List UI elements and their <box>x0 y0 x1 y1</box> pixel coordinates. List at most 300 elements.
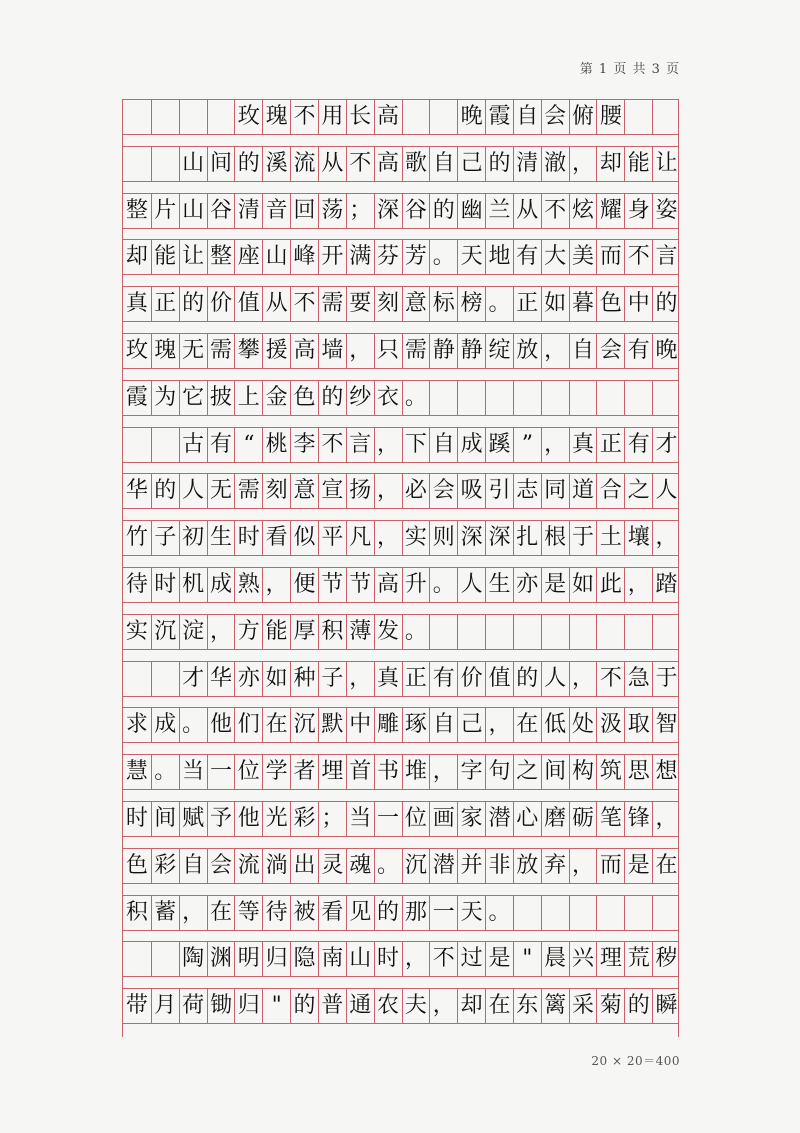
grid-cell: 不 <box>290 100 318 134</box>
grid-row <box>123 941 678 977</box>
grid-cell: 出 <box>290 849 318 883</box>
grid-cell: 魂 <box>346 849 374 883</box>
grid-row <box>123 520 678 556</box>
grid-cell: 溪 <box>262 147 290 181</box>
grid-cell: " <box>262 989 290 1023</box>
grid-cell: 成 <box>151 708 179 742</box>
grid-cell: 片 <box>151 194 179 228</box>
grid-cell: ， <box>374 474 402 508</box>
grid-cell: 则 <box>429 521 457 555</box>
grid-cell: 瑰 <box>151 334 179 368</box>
grid-cell: 兰 <box>485 194 513 228</box>
grid-cell: 瞬 <box>652 989 680 1023</box>
grid-cell: 静 <box>457 334 485 368</box>
grid-cell: 锄 <box>207 989 235 1023</box>
grid-cell: 腰 <box>596 100 624 134</box>
grid-cell: 。 <box>151 755 179 789</box>
grid-cell: 却 <box>596 147 624 181</box>
grid-cell: 是 <box>485 942 513 976</box>
grid-count-footer: 20 × 20＝400 <box>591 1054 680 1068</box>
grid-cell: 高 <box>374 147 402 181</box>
grid-cell: 篱 <box>541 989 569 1023</box>
grid-cell: 如 <box>262 662 290 696</box>
grid-cell: 。 <box>179 708 207 742</box>
grid-cell: 升 <box>402 568 430 602</box>
grid-cell: 才 <box>652 428 680 462</box>
grid-cell: 长 <box>346 100 374 134</box>
grid-cell: 通 <box>346 989 374 1023</box>
grid-cell: 凡 <box>346 521 374 555</box>
grid-cell: 彩 <box>290 802 318 836</box>
grid-cell: 明 <box>234 942 262 976</box>
grid-cell: 机 <box>179 568 207 602</box>
grid-cell: 而 <box>596 240 624 274</box>
grid-cell: 时 <box>234 521 262 555</box>
grid-cell: 潜 <box>429 849 457 883</box>
grid-cell: 予 <box>207 802 235 836</box>
grid-cell: 天 <box>457 240 485 274</box>
grid-cell <box>541 896 569 930</box>
grid-cell: 书 <box>374 755 402 789</box>
grid-cell: 沉 <box>151 615 179 649</box>
grid-cell: 言 <box>652 240 680 274</box>
grid-row <box>123 754 678 790</box>
grid-cell: 笔 <box>596 802 624 836</box>
grid-cell: 在 <box>485 989 513 1023</box>
grid-cell: 心 <box>513 802 541 836</box>
grid-cell: 秽 <box>652 942 680 976</box>
grid-cell <box>541 615 569 649</box>
grid-cell: ， <box>374 428 402 462</box>
grid-cell: 晚 <box>652 334 680 368</box>
grid-cell: 俯 <box>569 100 597 134</box>
grid-cell: 。 <box>374 849 402 883</box>
grid-cell: 姿 <box>652 194 680 228</box>
grid-cell: 沉 <box>290 708 318 742</box>
grid-cell: 家 <box>457 802 485 836</box>
grid-cell: 一 <box>374 802 402 836</box>
grid-cell: 求 <box>125 712 148 738</box>
grid-cell: 深 <box>485 521 513 555</box>
grid-cell: 的 <box>179 287 207 321</box>
grid-row <box>123 567 678 603</box>
grid-cell: 标 <box>429 287 457 321</box>
grid-cell: 锋 <box>624 802 652 836</box>
grid-cell: 上 <box>234 381 262 415</box>
grid-row <box>123 380 678 416</box>
grid-cell: 己 <box>457 708 485 742</box>
grid-cell: 自 <box>429 708 457 742</box>
grid-row <box>123 99 678 135</box>
grid-cell: 的 <box>374 896 402 930</box>
grid-cell: 会 <box>596 334 624 368</box>
grid-cell: 瑰 <box>262 100 290 134</box>
grid-cell: 言 <box>346 428 374 462</box>
grid-cell: 的 <box>485 147 513 181</box>
grid-cell: 的 <box>151 474 179 508</box>
grid-cell <box>123 428 151 462</box>
grid-cell: 意 <box>290 474 318 508</box>
grid-cell <box>596 896 624 930</box>
grid-cell: ， <box>541 334 569 368</box>
grid-cell: 赋 <box>179 802 207 836</box>
grid-cell: 潜 <box>485 802 513 836</box>
grid-cell: 大 <box>541 240 569 274</box>
grid-cell: 的 <box>624 989 652 1023</box>
grid-cell <box>652 100 680 134</box>
grid-cell: 东 <box>513 989 541 1023</box>
grid-cell: 自 <box>513 100 541 134</box>
grid-cell <box>207 100 235 134</box>
grid-cell: 积 <box>318 615 346 649</box>
grid-cell: ， <box>346 334 374 368</box>
grid-cell: 夫 <box>402 989 430 1023</box>
grid-cell: 需 <box>402 334 430 368</box>
grid-cell: 援 <box>262 334 290 368</box>
grid-cell: 从 <box>318 147 346 181</box>
grid-cell: 不 <box>318 428 346 462</box>
grid-cell: 静 <box>429 334 457 368</box>
grid-cell: ， <box>541 428 569 462</box>
grid-cell: ， <box>402 942 430 976</box>
grid-cell: 清 <box>513 147 541 181</box>
grid-cell: 生 <box>485 568 513 602</box>
grid-cell: 蹊 <box>485 428 513 462</box>
grid-cell: 雕 <box>374 708 402 742</box>
grid-cell: 埋 <box>318 755 346 789</box>
grid-cell: 不 <box>596 662 624 696</box>
grid-row <box>123 707 678 743</box>
grid-cell: 子 <box>318 662 346 696</box>
grid-cell: 砺 <box>569 802 597 836</box>
grid-cell: 想 <box>652 755 680 789</box>
grid-cell: 不 <box>290 287 318 321</box>
grid-cell: 的 <box>234 147 262 181</box>
grid-cell: 披 <box>207 381 235 415</box>
grid-cell: 会 <box>541 100 569 134</box>
grid-cell: 是 <box>541 568 569 602</box>
grid-cell: 而 <box>596 849 624 883</box>
grid-cell: 己 <box>457 147 485 181</box>
grid-cell: 不 <box>346 147 374 181</box>
grid-cell: 。 <box>485 287 513 321</box>
grid-cell: 当 <box>346 802 374 836</box>
grid-cell: 熟 <box>234 568 262 602</box>
grid-cell: 晚 <box>457 100 485 134</box>
grid-cell: 霞 <box>125 384 148 410</box>
grid-cell <box>652 896 680 930</box>
grid-cell: 种 <box>290 662 318 696</box>
grid-cell: 。 <box>429 240 457 274</box>
grid-cell: 蓄 <box>151 896 179 930</box>
grid-cell: 节 <box>318 568 346 602</box>
grid-cell: 。 <box>485 896 513 930</box>
grid-cell: 亦 <box>234 662 262 696</box>
grid-cell: 谷 <box>207 194 235 228</box>
grid-cell: 竹 <box>125 525 148 551</box>
grid-cell: 厚 <box>290 615 318 649</box>
grid-cell: 菊 <box>596 989 624 1023</box>
grid-cell <box>541 381 569 415</box>
grid-cell <box>569 615 597 649</box>
grid-cell: 歌 <box>402 147 430 181</box>
grid-cell: 时 <box>125 806 148 831</box>
grid-cell: 过 <box>457 942 485 976</box>
grid-cell: 陶 <box>179 942 207 976</box>
grid-cell <box>596 615 624 649</box>
grid-cell: 灵 <box>318 849 346 883</box>
grid-cell: 人 <box>541 662 569 696</box>
grid-cell: 放 <box>513 849 541 883</box>
grid-cell: ， <box>569 662 597 696</box>
grid-cell: 衣 <box>374 381 402 415</box>
grid-cell: 清 <box>234 194 262 228</box>
grid-cell: 色 <box>290 381 318 415</box>
grid-cell: 彩 <box>151 849 179 883</box>
grid-cell: 是 <box>624 849 652 883</box>
grid-cell: 的 <box>429 194 457 228</box>
grid-cell: ， <box>569 849 597 883</box>
grid-cell: 归 <box>234 989 262 1023</box>
grid-cell: 能 <box>151 240 179 274</box>
grid-cell: 霞 <box>485 100 513 134</box>
grid-cell: 澈 <box>541 147 569 181</box>
grid-cell: 之 <box>624 474 652 508</box>
grid-cell: 真 <box>125 291 148 317</box>
grid-cell: 真 <box>569 428 597 462</box>
grid-cell: 墙 <box>318 334 346 368</box>
grid-cell: 荡 <box>318 194 346 228</box>
grid-cell: 等 <box>234 896 262 930</box>
grid-cell: 炫 <box>569 194 597 228</box>
grid-cell: 才 <box>179 662 207 696</box>
grid-cell: 如 <box>541 287 569 321</box>
grid-cell: 字 <box>457 755 485 789</box>
grid-cell: 却 <box>457 989 485 1023</box>
grid-cell <box>151 147 179 181</box>
grid-cell: 晨 <box>541 942 569 976</box>
grid-cell: 色 <box>125 852 148 878</box>
grid-cell: 壤 <box>624 521 652 555</box>
grid-cell: ， <box>485 708 513 742</box>
grid-row <box>123 801 678 837</box>
grid-cell: 不 <box>429 942 457 976</box>
grid-row <box>123 146 678 182</box>
grid-cell: 只 <box>374 334 402 368</box>
grid-cell: 之 <box>513 755 541 789</box>
grid-cell: 节 <box>346 568 374 602</box>
grid-cell: 芳 <box>402 240 430 274</box>
grid-cell: 的 <box>652 287 680 321</box>
grid-cell: 深 <box>457 521 485 555</box>
grid-cell: 实 <box>125 618 148 644</box>
grid-cell <box>624 896 652 930</box>
grid-cell: 正 <box>151 287 179 321</box>
grid-cell: 荷 <box>179 989 207 1023</box>
grid-cell: 自 <box>429 428 457 462</box>
grid-cell: 沉 <box>402 849 430 883</box>
grid-row <box>123 988 678 1024</box>
grid-cell: 地 <box>485 240 513 274</box>
grid-cell: 在 <box>207 896 235 930</box>
grid-cell: 根 <box>541 521 569 555</box>
grid-cell <box>151 942 179 976</box>
grid-cell: 为 <box>151 381 179 415</box>
grid-cell: 芬 <box>374 240 402 274</box>
grid-cell: 的 <box>513 662 541 696</box>
grid-cell: 者 <box>290 755 318 789</box>
grid-cell: ； <box>346 194 374 228</box>
grid-cell: 值 <box>234 287 262 321</box>
grid-cell: ， <box>429 989 457 1023</box>
grid-cell: 句 <box>485 755 513 789</box>
grid-cell: “ <box>234 428 262 462</box>
grid-cell: 无 <box>179 334 207 368</box>
grid-cell: 有 <box>429 662 457 696</box>
grid-cell: 们 <box>234 708 262 742</box>
grid-row <box>123 661 678 697</box>
grid-cell: 看 <box>262 521 290 555</box>
grid-cell: 取 <box>624 708 652 742</box>
grid-cell <box>457 615 485 649</box>
grid-cell: 时 <box>151 568 179 602</box>
grid-row <box>123 239 678 275</box>
grid-cell: 高 <box>374 568 402 602</box>
grid-cell: 下 <box>402 428 430 462</box>
grid-cell: 磨 <box>541 802 569 836</box>
grid-cell: 华 <box>207 662 235 696</box>
grid-cell: 南 <box>318 942 346 976</box>
grid-cell: 间 <box>151 802 179 836</box>
grid-cell: 农 <box>374 989 402 1023</box>
page-number: 第 1 页 共 3 页 <box>579 62 680 77</box>
grid-cell: 无 <box>207 474 235 508</box>
grid-cell: 整 <box>125 197 148 223</box>
grid-cell: 刻 <box>374 287 402 321</box>
grid-row <box>123 193 678 229</box>
grid-cell <box>123 662 151 696</box>
grid-cell: 被 <box>290 896 318 930</box>
grid-cell: 让 <box>179 240 207 274</box>
grid-cell <box>123 147 151 181</box>
grid-cell: ， <box>374 521 402 555</box>
grid-cell: 正 <box>596 428 624 462</box>
grid-cell: 堆 <box>402 755 430 789</box>
grid-cell: 带 <box>125 993 148 1019</box>
grid-cell: 有 <box>624 428 652 462</box>
grid-cell: 扬 <box>346 474 374 508</box>
grid-cell <box>402 100 430 134</box>
grid-cell: 价 <box>457 662 485 696</box>
grid-cell <box>624 615 652 649</box>
grid-cell: 一 <box>429 896 457 930</box>
grid-cell: 纱 <box>346 381 374 415</box>
grid-cell: 并 <box>457 849 485 883</box>
grid-cell: 古 <box>179 428 207 462</box>
grid-cell: 。 <box>429 568 457 602</box>
grid-cell: 淀 <box>179 615 207 649</box>
grid-cell: 扎 <box>513 521 541 555</box>
grid-cell: 亦 <box>513 568 541 602</box>
grid-cell: 位 <box>402 802 430 836</box>
grid-cell <box>457 381 485 415</box>
grid-cell: ； <box>318 802 346 836</box>
grid-cell <box>624 381 652 415</box>
grid-cell: 间 <box>207 147 235 181</box>
grid-cell: ， <box>262 568 290 602</box>
grid-cell: 看 <box>318 896 346 930</box>
grid-cell: 似 <box>290 521 318 555</box>
grid-cell: 需 <box>207 334 235 368</box>
grid-cell: ， <box>652 802 680 836</box>
grid-cell: 山 <box>179 147 207 181</box>
grid-cell: 玫 <box>234 100 262 134</box>
grid-cell <box>123 942 151 976</box>
grid-cell <box>624 100 652 134</box>
grid-cell: 需 <box>318 287 346 321</box>
grid-cell: 于 <box>652 662 680 696</box>
grid-cell: 攀 <box>234 334 262 368</box>
grid-cell: 时 <box>374 942 402 976</box>
grid-cell: 月 <box>151 989 179 1023</box>
grid-cell: 幽 <box>457 194 485 228</box>
grid-cell <box>596 381 624 415</box>
grid-cell: 金 <box>262 381 290 415</box>
grid-cell: ， <box>179 896 207 930</box>
grid-cell: 此 <box>596 568 624 602</box>
grid-cell: ， <box>569 147 597 181</box>
grid-cell: 山 <box>262 240 290 274</box>
grid-cell: 暮 <box>569 287 597 321</box>
grid-cell <box>485 381 513 415</box>
grid-cell: 真 <box>374 662 402 696</box>
grid-cell: 生 <box>207 521 235 555</box>
grid-cell: 普 <box>318 989 346 1023</box>
grid-cell: 学 <box>262 755 290 789</box>
grid-row <box>123 427 678 463</box>
grid-cell: 道 <box>569 474 597 508</box>
grid-cell: 同 <box>541 474 569 508</box>
grid-cell <box>569 381 597 415</box>
grid-cell: 筑 <box>596 755 624 789</box>
grid-cell: 让 <box>652 147 680 181</box>
manuscript-grid <box>122 99 679 1037</box>
grid-cell: 急 <box>624 662 652 696</box>
grid-cell: 光 <box>262 802 290 836</box>
grid-cell: 流 <box>234 849 262 883</box>
grid-cell: 不 <box>624 240 652 274</box>
grid-cell: 处 <box>569 708 597 742</box>
grid-cell: 兴 <box>569 942 597 976</box>
grid-cell: 要 <box>346 287 374 321</box>
grid-cell: 需 <box>234 474 262 508</box>
grid-row <box>123 614 678 650</box>
grid-cell <box>513 381 541 415</box>
grid-cell <box>429 615 457 649</box>
grid-cell: 座 <box>234 240 262 274</box>
grid-cell: 子 <box>151 521 179 555</box>
grid-cell: 薄 <box>346 615 374 649</box>
grid-cell: 成 <box>207 568 235 602</box>
grid-row <box>123 286 678 322</box>
grid-cell: 那 <box>402 896 430 930</box>
grid-cell <box>179 100 207 134</box>
grid-cell: 淌 <box>262 849 290 883</box>
grid-cell: 于 <box>569 521 597 555</box>
grid-cell: 的 <box>290 989 318 1023</box>
grid-cell: 荒 <box>624 942 652 976</box>
grid-cell: 慧 <box>125 759 148 785</box>
